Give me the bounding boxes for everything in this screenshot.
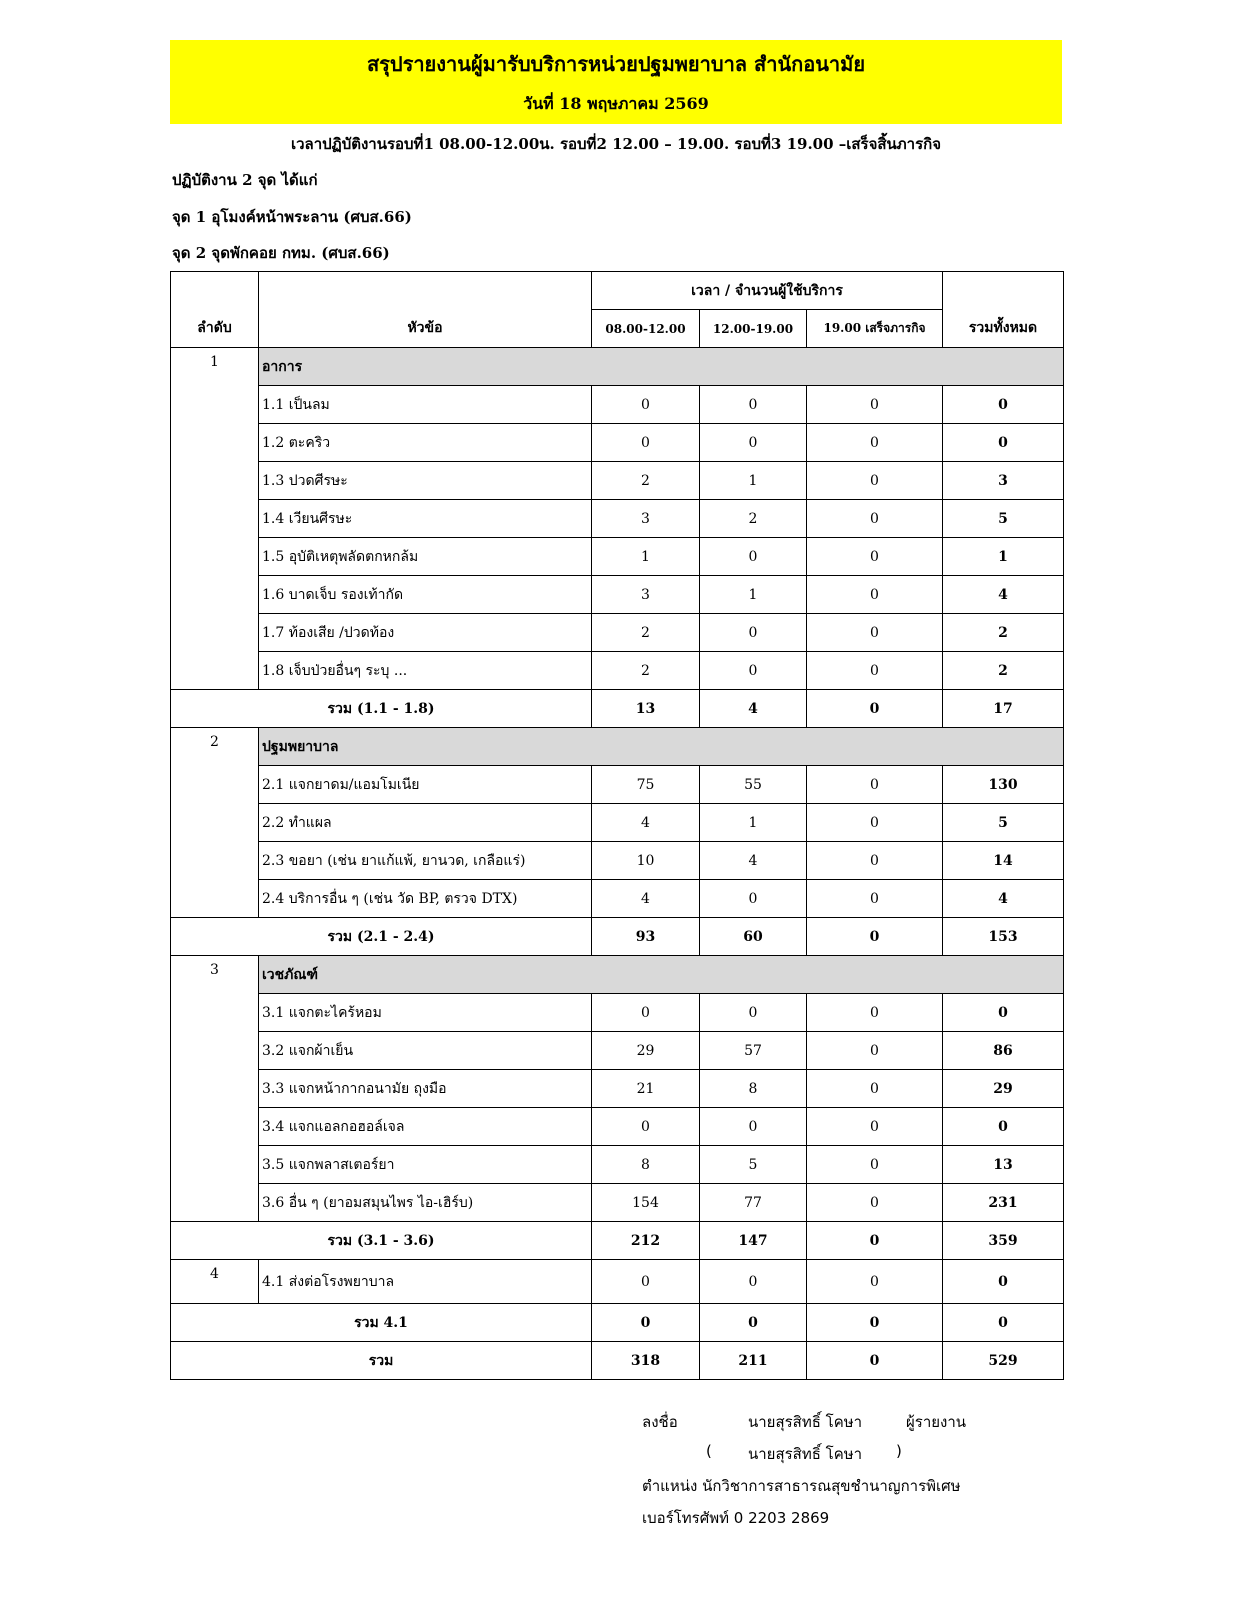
row-label: 2.3 ขอยา (เช่น ยาแก้แพ้, ยานวด, เกลือแร่) [259, 842, 592, 880]
subtotal-row [171, 1222, 1064, 1260]
table-row [171, 842, 1064, 880]
row-value-t3: 0 [807, 652, 943, 690]
row-total: 86 [943, 1032, 1064, 1070]
row-value-t2: 55 [700, 766, 807, 804]
row-label: 1.4 เวียนศีรษะ [259, 500, 592, 538]
row-value-t1: 29 [592, 1032, 700, 1070]
grand-total-t2: 211 [700, 1342, 807, 1380]
service-point-2: จุด 2 จุดพักคอย กทม. (ศบส.66) [172, 244, 390, 262]
row-label: 1.5 อุบัติเหตุพลัดตกหกล้ม [259, 538, 592, 576]
section-title: ปฐมพยาบาล [259, 728, 1064, 766]
table-row [171, 1260, 1064, 1304]
row-label: 2.1 แจกยาดม/แอมโมเนีย [259, 766, 592, 804]
row-value-t2: 2 [700, 500, 807, 538]
subtotal-t2: 60 [700, 918, 807, 956]
row-value-t2: 4 [700, 842, 807, 880]
row-value-t2: 1 [700, 576, 807, 614]
section-number: 3 [171, 956, 259, 1222]
row-value-t1: 2 [592, 614, 700, 652]
subtotal-t3: 0 [807, 690, 943, 728]
row-total: 5 [943, 500, 1064, 538]
row-value-t2: 5 [700, 1146, 807, 1184]
row-value-t1: 4 [592, 880, 700, 918]
row-value-t3: 0 [807, 462, 943, 500]
row-label: 1.3 ปวดศีรษะ [259, 462, 592, 500]
table-row [171, 1108, 1064, 1146]
row-value-t3: 0 [807, 1260, 943, 1304]
row-value-t3: 0 [807, 1070, 943, 1108]
section-header-row [171, 728, 1064, 766]
row-value-t3: 0 [807, 766, 943, 804]
row-value-t2: 77 [700, 1184, 807, 1222]
report-title: สรุปรายงานผู้มารับบริการหน่วยปฐมพยาบาล สำนักอนามัย [366, 52, 866, 76]
signer-name: นายสุรสิทธิ์ โคษา [748, 1413, 863, 1431]
row-label: 1.8 เจ็บป่วยอื่นๆ ระบุ ... [259, 652, 592, 690]
section-header-row [171, 348, 1064, 386]
row-total: 0 [943, 386, 1064, 424]
row-value-t1: 0 [592, 424, 700, 462]
row-total: 0 [943, 1108, 1064, 1146]
signer-phone: เบอร์โทรศัพท์ 0 2203 2869 [642, 1509, 830, 1527]
table-row [171, 652, 1064, 690]
row-label: 3.1 แจกตะไคร้หอม [259, 994, 592, 1032]
table-row [171, 1032, 1064, 1070]
row-value-t3: 0 [807, 538, 943, 576]
row-value-t2: 0 [700, 880, 807, 918]
row-total: 0 [943, 1260, 1064, 1304]
section-number: 4 [171, 1260, 259, 1304]
report-date: วันที่ 18 พฤษภาคม 2569 [523, 94, 709, 113]
row-total: 29 [943, 1070, 1064, 1108]
row-total: 130 [943, 766, 1064, 804]
row-value-t3: 0 [807, 1146, 943, 1184]
row-label: 3.5 แจกพลาสเตอร์ยา [259, 1146, 592, 1184]
header-topic: หัวข้อ [259, 272, 592, 348]
report-table [170, 271, 1064, 1380]
row-value-t2: 0 [700, 1260, 807, 1304]
row-value-t2: 0 [700, 386, 807, 424]
header-time-group: เวลา / จำนวนผู้ใช้บริการ [592, 272, 943, 310]
table-row [171, 1184, 1064, 1222]
table-row [171, 538, 1064, 576]
table-row [171, 1146, 1064, 1184]
row-total: 1 [943, 538, 1064, 576]
row-total: 4 [943, 880, 1064, 918]
row-total: 231 [943, 1184, 1064, 1222]
header-time-1: 08.00-12.00 [592, 310, 700, 348]
table-row [171, 614, 1064, 652]
subtotal-t2: 147 [700, 1222, 807, 1260]
subtotal-total: 0 [943, 1304, 1064, 1342]
header-total: รวมทั้งหมด [943, 272, 1064, 348]
grand-total-value: 529 [943, 1342, 1064, 1380]
subtotal-total: 17 [943, 690, 1064, 728]
row-value-t2: 0 [700, 538, 807, 576]
header-time-3: 19.00 เสร็จภารกิจ [807, 310, 943, 348]
section-number: 2 [171, 728, 259, 918]
row-value-t2: 0 [700, 994, 807, 1032]
row-value-t3: 0 [807, 880, 943, 918]
subtotal-t3: 0 [807, 1222, 943, 1260]
table-row [171, 994, 1064, 1032]
row-value-t1: 0 [592, 386, 700, 424]
row-value-t1: 0 [592, 994, 700, 1032]
signer-name-printed: นายสุรสิทธิ์ โคษา [748, 1445, 863, 1463]
section-header-row [171, 956, 1064, 994]
row-value-t2: 0 [700, 1108, 807, 1146]
row-value-t3: 0 [807, 1108, 943, 1146]
table-row [171, 386, 1064, 424]
row-value-t1: 0 [592, 1260, 700, 1304]
row-value-t1: 8 [592, 1146, 700, 1184]
section-number: 1 [171, 348, 259, 690]
row-label: 2.4 บริการอื่น ๆ (เช่น วัด BP, ตรวจ DTX) [259, 880, 592, 918]
subtotal-t3: 0 [807, 918, 943, 956]
row-value-t2: 57 [700, 1032, 807, 1070]
row-label: 3.2 แจกผ้าเย็น [259, 1032, 592, 1070]
row-label: 1.1 เป็นลม [259, 386, 592, 424]
subtotal-t2: 0 [700, 1304, 807, 1342]
table-row [171, 766, 1064, 804]
subtotal-t1: 0 [592, 1304, 700, 1342]
section-title: อาการ [259, 348, 1064, 386]
row-total: 2 [943, 614, 1064, 652]
header-order: ลำดับ [171, 272, 259, 348]
row-value-t3: 0 [807, 576, 943, 614]
subtotal-row [171, 1304, 1064, 1342]
table-row [171, 804, 1064, 842]
subtotal-total: 359 [943, 1222, 1064, 1260]
row-total: 3 [943, 462, 1064, 500]
subtotal-t1: 212 [592, 1222, 700, 1260]
paren-close: ) [896, 1442, 902, 1460]
table-row [171, 576, 1064, 614]
row-value-t1: 3 [592, 500, 700, 538]
subtotal-label: รวม (3.1 - 3.6) [171, 1222, 592, 1260]
row-value-t1: 2 [592, 652, 700, 690]
row-value-t3: 0 [807, 614, 943, 652]
grand-total-label: รวม [171, 1342, 592, 1380]
work-schedule: เวลาปฏิบัติงานรอบที่1 08.00-12.00น. รอบที่2 12.00 – 19.00. รอบที่3 19.00 –เสร็จสิ้นภารกิจ [290, 135, 942, 153]
grand-total-row [171, 1342, 1064, 1380]
subtotal-total: 153 [943, 918, 1064, 956]
section-title: เวชภัณฑ์ [259, 956, 1064, 994]
grand-total-t1: 318 [592, 1342, 700, 1380]
table-row [171, 424, 1064, 462]
signer-position: ตำแหน่ง นักวิชาการสาธารณสุขชำนาญการพิเศษ [642, 1477, 961, 1495]
row-value-t2: 0 [700, 652, 807, 690]
row-label: 3.3 แจกหน้ากากอนามัย ถุงมือ [259, 1070, 592, 1108]
row-value-t1: 3 [592, 576, 700, 614]
row-total: 0 [943, 994, 1064, 1032]
row-value-t2: 0 [700, 614, 807, 652]
row-value-t3: 0 [807, 1032, 943, 1070]
row-value-t2: 0 [700, 424, 807, 462]
row-total: 5 [943, 804, 1064, 842]
row-value-t2: 8 [700, 1070, 807, 1108]
row-label: 1.6 บาดเจ็บ รองเท้ากัด [259, 576, 592, 614]
row-total: 0 [943, 424, 1064, 462]
row-value-t3: 0 [807, 424, 943, 462]
grand-total-t3: 0 [807, 1342, 943, 1380]
signature-label: ลงชื่อ [642, 1413, 678, 1431]
row-value-t3: 0 [807, 804, 943, 842]
row-value-t1: 75 [592, 766, 700, 804]
row-value-t3: 0 [807, 500, 943, 538]
row-total: 14 [943, 842, 1064, 880]
subtotal-t2: 4 [700, 690, 807, 728]
row-label: 1.2 ตะคริว [259, 424, 592, 462]
row-label: 3.4 แจกแอลกอฮอล์เจล [259, 1108, 592, 1146]
row-total: 2 [943, 652, 1064, 690]
table-row [171, 500, 1064, 538]
subtotal-t3: 0 [807, 1304, 943, 1342]
subtotal-t1: 93 [592, 918, 700, 956]
table-header-row [171, 272, 1064, 310]
row-total: 4 [943, 576, 1064, 614]
points-intro: ปฏิบัติงาน 2 จุด ได้แก่ [172, 171, 318, 189]
table-row [171, 462, 1064, 500]
header-time-2: 12.00-19.00 [700, 310, 807, 348]
table-row [171, 1070, 1064, 1108]
row-value-t1: 154 [592, 1184, 700, 1222]
row-label: 4.1 ส่งต่อโรงพยาบาล [259, 1260, 592, 1304]
subtotal-label: รวม (2.1 - 2.4) [171, 918, 592, 956]
row-value-t1: 4 [592, 804, 700, 842]
subtotal-t1: 13 [592, 690, 700, 728]
row-value-t3: 0 [807, 1184, 943, 1222]
row-value-t3: 0 [807, 842, 943, 880]
table-row [171, 880, 1064, 918]
row-label: 3.6 อื่น ๆ (ยาอมสมุนไพร ไอ-เฮิร์บ) [259, 1184, 592, 1222]
row-value-t2: 1 [700, 804, 807, 842]
title-banner [170, 40, 1062, 124]
row-value-t1: 1 [592, 538, 700, 576]
signer-role: ผู้รายงาน [906, 1413, 967, 1431]
subtotal-label: รวม (1.1 - 1.8) [171, 690, 592, 728]
row-value-t2: 1 [700, 462, 807, 500]
row-value-t1: 10 [592, 842, 700, 880]
row-total: 13 [943, 1146, 1064, 1184]
subtotal-row [171, 918, 1064, 956]
subtotal-label: รวม 4.1 [171, 1304, 592, 1342]
service-point-1: จุด 1 อุโมงค์หน้าพระลาน (ศบส.66) [172, 208, 412, 226]
row-value-t3: 0 [807, 386, 943, 424]
paren-open: ( [706, 1442, 712, 1460]
row-value-t3: 0 [807, 994, 943, 1032]
subtotal-row [171, 690, 1064, 728]
row-value-t1: 0 [592, 1108, 700, 1146]
row-label: 1.7 ท้องเสีย /ปวดท้อง [259, 614, 592, 652]
row-value-t1: 21 [592, 1070, 700, 1108]
row-label: 2.2 ทำแผล [259, 804, 592, 842]
row-value-t1: 2 [592, 462, 700, 500]
